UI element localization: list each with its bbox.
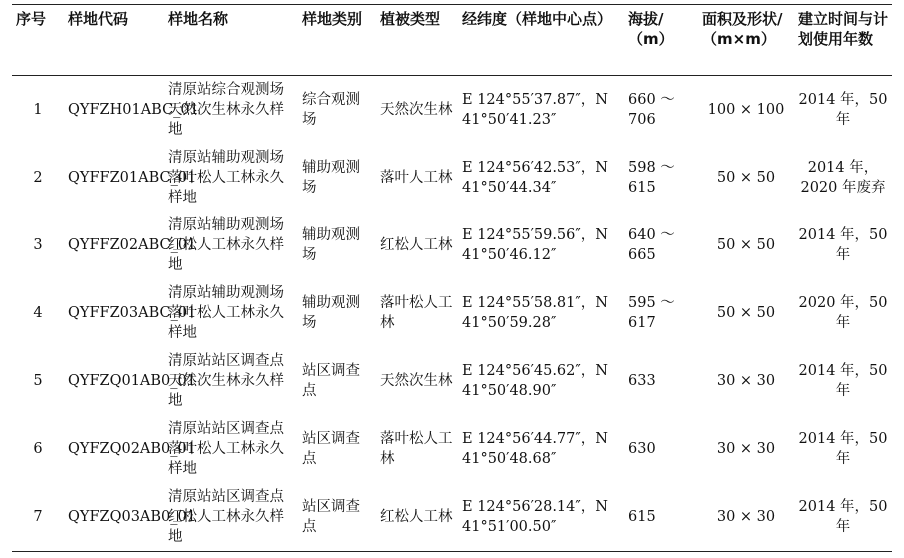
vegetation-type-cell: 天然次生林 (380, 101, 453, 118)
coordinates-cell: E 124°55′37.87″，N 41°50′41.23″ (462, 91, 608, 128)
table-row (12, 279, 892, 347)
coordinates-cell: E 124°55′58.81″，N 41°50′59.28″ (462, 295, 608, 332)
vegetation-type-cell: 天然次生林 (380, 373, 453, 390)
plot-table (12, 4, 892, 552)
plot-type-cell: 站区调查点 (302, 430, 360, 467)
table-row (12, 144, 892, 212)
plot-code-cell: QYFZH01ABC_01 (68, 101, 199, 118)
altitude-cell: 640 ～ 665 (628, 227, 675, 264)
vegetation-type-cell: 红松人工林 (380, 237, 453, 254)
area-shape-cell: 50 × 50 (716, 169, 776, 186)
header-vegetation: 植被类型 (376, 5, 458, 76)
plot-type-cell: 辅助观测场 (302, 295, 360, 332)
established-time-cell: 2020 年，50 年 (798, 295, 888, 332)
row-number-cell: 4 (33, 305, 43, 322)
area-shape-cell: 30 × 30 (716, 440, 776, 457)
established-time-cell: 2014 年，50 年 (798, 91, 888, 128)
area-shape-cell: 100 × 100 (707, 101, 785, 118)
coordinates-cell: E 124°56′44.77″，N 41°50′48.68″ (462, 430, 608, 467)
established-time-cell: 2014 年，2020 年废弃 (800, 159, 886, 196)
header-coordinates: 经纬度（样地中心点） (458, 5, 624, 76)
table-row (12, 483, 892, 551)
plot-code-cell: QYFFZ03ABC_01 (68, 305, 197, 322)
header-altitude: 海拔/（m） (624, 5, 698, 76)
plot-type-cell: 站区调查点 (298, 483, 376, 551)
vegetation-type-cell: 落叶人工林 (380, 169, 453, 186)
table-row (12, 212, 892, 280)
header-name: 样地名称 (164, 5, 298, 76)
established-time-cell: 2014 年，50 年 (798, 363, 888, 400)
plot-code-cell: QYFZQ01AB0_01 (68, 373, 196, 390)
coordinates-cell: E 124°56′42.53″，N 41°50′44.34″ (462, 159, 608, 196)
row-number-cell: 1 (33, 101, 43, 118)
header-code: 样地代码 (64, 5, 164, 76)
row-number-cell: 6 (33, 440, 43, 457)
plot-name-cell: 清原站辅助观测场落叶松人工林永久样地 (168, 149, 284, 206)
table-body (12, 76, 892, 552)
plot-code-cell: QYFFZ01ABC_01 (68, 169, 197, 186)
row-number-cell: 3 (33, 237, 43, 254)
table-row (12, 76, 892, 144)
row-number-cell: 2 (33, 169, 43, 186)
area-shape-cell: 30 × 30 (716, 373, 776, 390)
vegetation-type-cell: 红松人工林 (376, 483, 458, 551)
altitude-cell: 615 (624, 483, 698, 551)
plot-name-cell: 清原站站区调查点落叶松人工林永久样地 (168, 420, 284, 477)
established-time-cell: 2014 年，50 年 (798, 430, 888, 467)
plot-name-cell: 清原站综合观测场天然次生林永久样地 (168, 81, 284, 138)
header-type: 样地类别 (298, 5, 376, 76)
header-no: 序号 (12, 5, 64, 76)
vegetation-type-cell: 落叶松人工林 (380, 295, 453, 332)
row-number-cell: 5 (33, 373, 43, 390)
vegetation-type-cell: 落叶松人工林 (380, 430, 453, 467)
plot-code-cell: QYFZQ02AB0_01 (68, 440, 196, 457)
altitude-cell: 630 (628, 440, 656, 457)
table-row (12, 415, 892, 483)
established-time-cell: 2014 年，50 年 (794, 483, 892, 551)
plot-code-cell: QYFFZ02ABC_01 (68, 237, 197, 254)
established-time-cell: 2014 年，50 年 (798, 227, 888, 264)
area-shape-cell: 30 × 30 (698, 483, 794, 551)
plot-type-cell: 辅助观测场 (302, 159, 360, 196)
altitude-cell: 598 ～ 615 (628, 159, 675, 196)
plot-type-cell: 辅助观测场 (302, 227, 360, 264)
plot-name-cell: 清原站辅助观测场红松人工林永久样地 (168, 217, 284, 274)
plot-name-cell: 清原站站区调查点天然次生林永久样地 (168, 353, 284, 410)
header-area: 面积及形状/（m×m） (698, 5, 794, 76)
coordinates-cell: E 124°55′59.56″，N 41°50′46.12″ (462, 227, 608, 264)
header-row (12, 5, 892, 76)
altitude-cell: 660 ～ 706 (628, 91, 675, 128)
plot-name-cell: 清原站站区调查点红松人工林永久样地 (164, 483, 298, 551)
altitude-cell: 595 ～ 617 (628, 295, 675, 332)
area-shape-cell: 50 × 50 (716, 237, 776, 254)
coordinates-cell: E 124°56′28.14″，N 41°51′00.50″ (458, 483, 624, 551)
header-time: 建立时间与计划使用年数 (794, 5, 892, 76)
coordinates-cell: E 124°56′45.62″，N 41°50′48.90″ (462, 363, 608, 400)
plot-type-cell: 综合观测场 (302, 91, 360, 128)
row-number-cell: 7 (12, 483, 64, 551)
plot-name-cell: 清原站辅助观测场落叶松人工林永久样地 (168, 285, 284, 342)
plot-type-cell: 站区调查点 (302, 363, 360, 400)
table-row (12, 347, 892, 415)
altitude-cell: 633 (628, 373, 656, 390)
area-shape-cell: 50 × 50 (716, 305, 776, 322)
plot-code-cell: QYFZQ03AB0_01 (64, 483, 164, 551)
